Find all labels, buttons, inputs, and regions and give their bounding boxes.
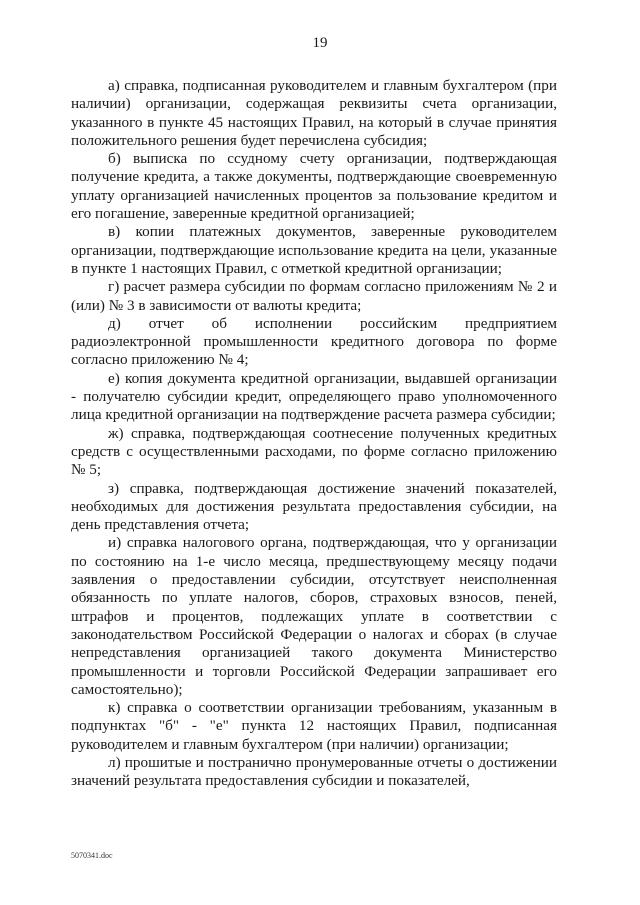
paragraph-v: в) копии платежных документов, заверенные руководителем организации, подтверждающие использование кредита на цели, указанные в пункте 1 настоящих Правил, с отметкой кредитной организации; (71, 223, 557, 277)
paragraph-g: г) расчет размера субсидии по формам согласно приложениям № 2 и (или) № 3 в зависимости от валюты кредита; (71, 278, 557, 314)
paragraph-i: и) справка налогового органа, подтверждающая, что у организации по состоянию на 1-е число месяца, предшествующему месяцу подачи заявления о предоставлении субсидии, отсутствует неисполненная обязанность по уплате налогов, сборов, страховых взносов, пеней, штрафов и процентов, подлежащих уплате в соответствии с законодательством Российской Федерации о налогах и сборах (в случае непредставления организацией такого документа Министерство промышленности и торговли Российской Федерации запрашивает его самостоятельно); (71, 534, 557, 698)
document-file-code: 5070341.doc (71, 851, 113, 860)
paragraph-zh: ж) справка, подтверждающая соотнесение полученных кредитных средств с осуществленными расходами, по форме согласно приложению № 5; (71, 424, 557, 479)
page-number: 19 (312, 35, 328, 51)
paragraph-l: л) прошитые и постранично пронумерованные отчеты о достижении значений результата предоставления субсидии и показателей, (71, 753, 557, 790)
paragraph-d: д) отчет об исполнении российским предприятием радиоэлектронной промышленности кредитного договора по форме согласно приложению № 4; (71, 314, 557, 369)
document-body (71, 77, 557, 791)
paragraph-e: е) копия документа кредитной организации, выдавшей организации - получателю субсидии кредит, определяющего право уполномоченного лица кредитной организации на подтверждение расчета размера субсидии; (71, 369, 557, 424)
paragraph-k: к) справка о соответствии организации требованиям, указанным в подпунктах "б" - "е" пункта 12 настоящих Правил, подписанная руководителем и главным бухгалтером (при наличии) организации; (71, 699, 557, 753)
paragraph-a: а) справка, подписанная руководителем и главным бухгалтером (при наличии) организации, содержащая реквизиты счета организации, указанного в пункте 45 настоящих Правил, на который в случае принятия положительного решения будет перечислена субсидия; (71, 77, 557, 149)
paragraph-z: з) справка, подтверждающая достижение значений показателей, необходимых для достижения результата предоставления субсидии, на день представления отчета; (71, 479, 557, 534)
paragraph-b: б) выписка по ссудному счету организации, подтверждающая получение кредита, а также документы, подтверждающие своевременную уплату организацией начисленных процентов за пользование кредитом и его погашение, заверенные кредитной организацией; (71, 150, 557, 223)
